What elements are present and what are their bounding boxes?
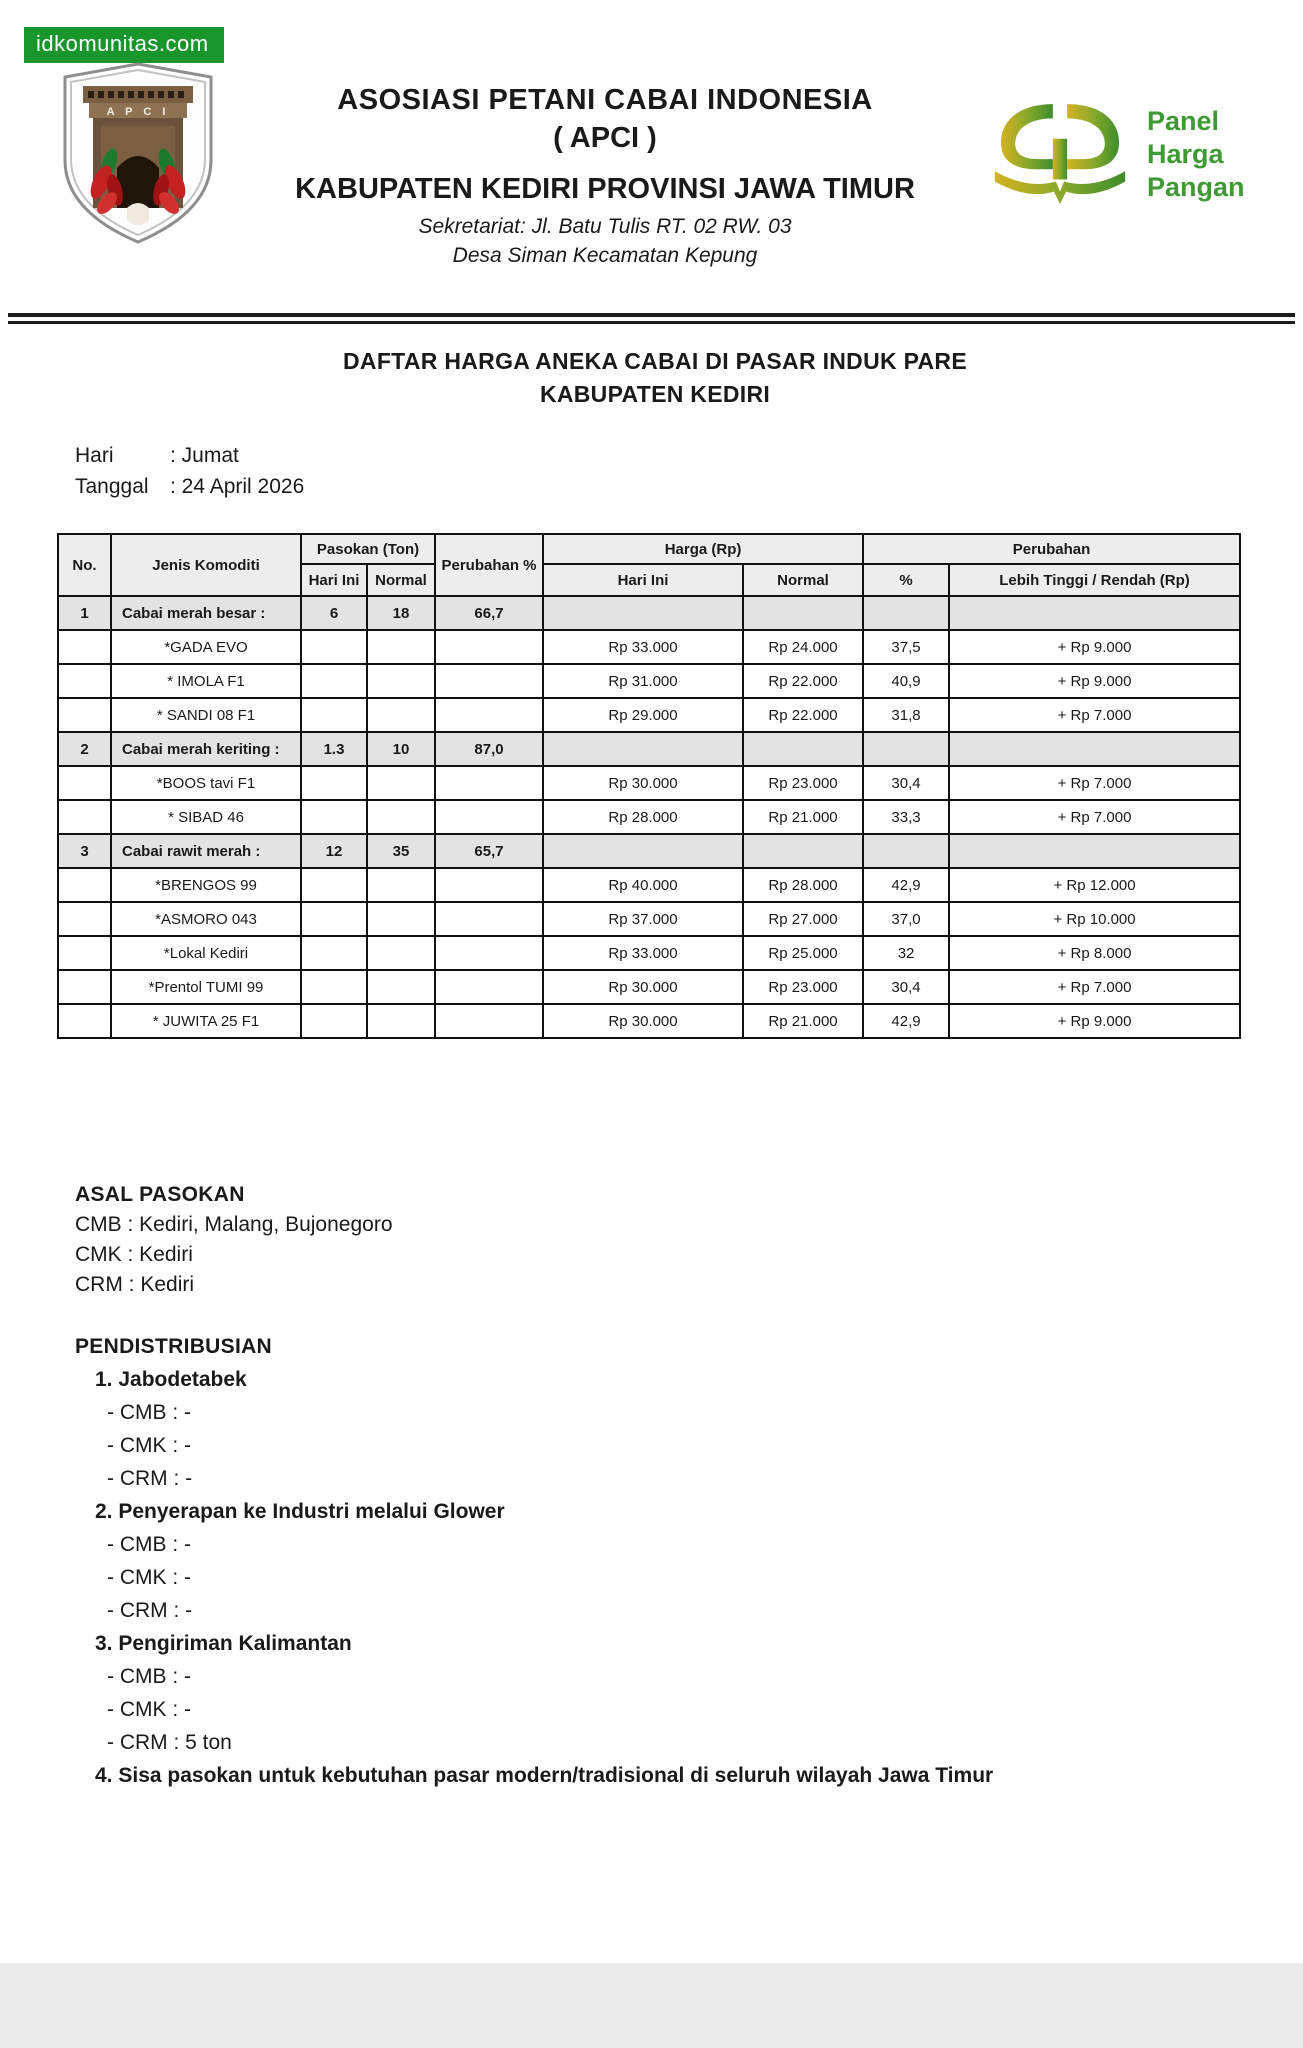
day-value: : Jumat (170, 444, 239, 467)
cell-pasokan-normal (367, 698, 435, 732)
cell-pct (863, 596, 949, 630)
cell-harga-normal: Rp 27.000 (743, 902, 863, 936)
cell-pasokan-normal (367, 1004, 435, 1038)
cell-harga-hari-ini (543, 732, 743, 766)
panel-harga-pangan-text (1147, 105, 1245, 204)
cell-harga-normal: Rp 22.000 (743, 698, 863, 732)
cell-perubahan-pct (435, 800, 543, 834)
cell-harga-normal: Rp 23.000 (743, 970, 863, 1004)
cell-komoditi: Cabai merah keriting : (111, 732, 301, 766)
cell-pasokan-hari-ini (301, 766, 367, 800)
cell-harga-hari-ini: Rp 30.000 (543, 766, 743, 800)
cell-pasokan-hari-ini (301, 902, 367, 936)
cell-komoditi: * SIBAD 46 (111, 800, 301, 834)
cell-harga-normal: Rp 25.000 (743, 936, 863, 970)
cell-selisih: + Rp 9.000 (949, 664, 1240, 698)
asal-pasokan-crm: CRM : Kediri (75, 1273, 195, 1296)
logo-text-line3: Pangan (1147, 171, 1245, 202)
cell-pasokan-hari-ini (301, 698, 367, 732)
cell-harga-hari-ini: Rp 31.000 (543, 664, 743, 698)
cell-selisih: + Rp 7.000 (949, 698, 1240, 732)
cell-perubahan-pct (435, 868, 543, 902)
scan-footer-band (0, 1963, 1303, 2048)
cell-pasokan-hari-ini: 6 (301, 596, 367, 630)
col-header-jenis-komoditi: Jenis Komoditi (111, 534, 301, 596)
cell-pasokan-normal (367, 868, 435, 902)
cell-komoditi: * IMOLA F1 (111, 664, 301, 698)
cell-pasokan-hari-ini (301, 868, 367, 902)
cell-pct: 37,0 (863, 902, 949, 936)
cell-pct (863, 732, 949, 766)
org-name-line1: ASOSIASI PETANI CABAI INDONESIA (337, 84, 873, 116)
logo-text-line1: Panel (1147, 105, 1220, 136)
cell-selisih: + Rp 10.000 (949, 902, 1240, 936)
cell-pasokan-hari-ini (301, 1004, 367, 1038)
cell-harga-normal: Rp 21.000 (743, 800, 863, 834)
cell-perubahan-pct (435, 970, 543, 1004)
document-title-line2: KABUPATEN KEDIRI (539, 381, 771, 407)
cell-pasokan-normal: 35 (367, 834, 435, 868)
cell-no (58, 766, 111, 800)
cell-pct: 33,3 (863, 800, 949, 834)
cell-perubahan-pct (435, 698, 543, 732)
cell-perubahan-pct (435, 936, 543, 970)
date-label: Tanggal (75, 475, 149, 498)
col-header-pasokan-normal: Normal (367, 564, 435, 596)
cell-pct: 42,9 (863, 868, 949, 902)
dist-sub-line: - CMB : - (107, 1665, 191, 1688)
cell-selisih (949, 596, 1240, 630)
cell-perubahan-pct (435, 902, 543, 936)
cell-komoditi: *BOOS tavi F1 (111, 766, 301, 800)
cell-pasokan-hari-ini (301, 630, 367, 664)
table-row (58, 732, 1240, 766)
cell-no (58, 698, 111, 732)
cell-harga-normal: Rp 24.000 (743, 630, 863, 664)
dist-item-title: 2. Penyerapan ke Industri melalui Glower (95, 1500, 505, 1523)
dist-sub-line: - CRM : - (107, 1599, 193, 1622)
date-value: : 24 April 2026 (170, 475, 305, 498)
cell-selisih: + Rp 9.000 (949, 1004, 1240, 1038)
cell-selisih: + Rp 12.000 (949, 868, 1240, 902)
table-row (58, 834, 1240, 868)
cell-harga-hari-ini (543, 834, 743, 868)
panel-harga-pangan-logo (985, 98, 1245, 210)
cell-selisih: + Rp 8.000 (949, 936, 1240, 970)
table-row (58, 936, 1240, 970)
secretariat-village: Desa Siman Kecamatan Kepung (452, 244, 758, 267)
cell-harga-hari-ini: Rp 30.000 (543, 1004, 743, 1038)
cell-perubahan-pct (435, 1004, 543, 1038)
cell-pct: 40,9 (863, 664, 949, 698)
cell-komoditi: *Lokal Kediri (111, 936, 301, 970)
col-header-harga-hari-ini: Hari Ini (543, 564, 743, 596)
shield-apci-label: A P C I (106, 106, 170, 118)
cell-pasokan-normal (367, 630, 435, 664)
cell-pasokan-hari-ini: 1.3 (301, 732, 367, 766)
org-region-line: KABUPATEN KEDIRI PROVINSI JAWA TIMUR (295, 173, 915, 205)
cell-no (58, 800, 111, 834)
cell-pasokan-hari-ini (301, 664, 367, 698)
dist-sub-line: - CMK : - (107, 1566, 191, 1589)
table-row (58, 902, 1240, 936)
cell-harga-normal (743, 732, 863, 766)
cell-harga-hari-ini: Rp 30.000 (543, 970, 743, 1004)
cell-harga-hari-ini: Rp 37.000 (543, 902, 743, 936)
cell-perubahan-pct: 87,0 (435, 732, 543, 766)
cell-pasokan-normal (367, 800, 435, 834)
cell-pasokan-normal (367, 970, 435, 1004)
col-header-pasokan: Pasokan (Ton) (301, 534, 435, 564)
col-header-perubahan-pct: Perubahan % (435, 534, 543, 596)
col-header-pasokan-hari-ini: Hari Ini (301, 564, 367, 596)
cell-pasokan-hari-ini: 12 (301, 834, 367, 868)
cell-komoditi: *Prentol TUMI 99 (111, 970, 301, 1004)
asal-pasokan-section (75, 1180, 393, 1300)
cell-pct: 42,9 (863, 1004, 949, 1038)
cell-no (58, 664, 111, 698)
cell-no: 3 (58, 834, 111, 868)
col-header-perubahan: Perubahan (863, 534, 1240, 564)
col-header-lebih-tinggi-rendah: Lebih Tinggi / Rendah (Rp) (949, 564, 1240, 596)
dist-item-title: 4. Sisa pasokan untuk kebutuhan pasar modern/tradisional di seluruh wilayah Jawa Timur (95, 1764, 994, 1787)
cell-pct: 31,8 (863, 698, 949, 732)
logo-text-line2: Harga (1147, 138, 1224, 169)
cell-pasokan-hari-ini (301, 970, 367, 1004)
cell-komoditi: * JUWITA 25 F1 (111, 1004, 301, 1038)
cell-pct: 37,5 (863, 630, 949, 664)
cell-harga-normal (743, 596, 863, 630)
cell-harga-hari-ini (543, 596, 743, 630)
pendistribusian-section (75, 1330, 993, 1792)
day-label: Hari (75, 444, 114, 467)
dist-sub-line: - CMB : - (107, 1401, 191, 1424)
table-row (58, 970, 1240, 1004)
document-meta (75, 440, 304, 502)
col-header-harga: Harga (Rp) (543, 534, 863, 564)
table-row (58, 800, 1240, 834)
cell-harga-normal: Rp 28.000 (743, 868, 863, 902)
cell-selisih: + Rp 7.000 (949, 970, 1240, 1004)
panel-harga-pangan-icon (985, 98, 1135, 210)
cell-harga-hari-ini: Rp 29.000 (543, 698, 743, 732)
asal-pasokan-cmk: CMK : Kediri (75, 1243, 193, 1266)
cell-no (58, 970, 111, 1004)
cell-komoditi: Cabai merah besar : (111, 596, 301, 630)
asal-pasokan-cmb: CMB : Kediri, Malang, Bujonegoro (75, 1213, 393, 1236)
price-table (57, 533, 1241, 1039)
col-header-harga-normal: Normal (743, 564, 863, 596)
dist-sub-line: - CRM : - (107, 1467, 193, 1490)
dist-sub-line: - CMK : - (107, 1698, 191, 1721)
cell-harga-hari-ini: Rp 40.000 (543, 868, 743, 902)
cell-pasokan-normal: 18 (367, 596, 435, 630)
header-divider (8, 313, 1295, 324)
cell-selisih: + Rp 9.000 (949, 630, 1240, 664)
watermark-badge: idkomunitas.com (24, 27, 224, 63)
cell-no: 1 (58, 596, 111, 630)
cell-komoditi: *BRENGOS 99 (111, 868, 301, 902)
cell-harga-normal: Rp 23.000 (743, 766, 863, 800)
cell-pct: 30,4 (863, 970, 949, 1004)
table-row (58, 596, 1240, 630)
cell-perubahan-pct (435, 766, 543, 800)
cell-no (58, 902, 111, 936)
secretariat-address: Sekretariat: Jl. Batu Tulis RT. 02 RW. 03 (418, 215, 792, 238)
asal-pasokan-heading: ASAL PASOKAN (75, 1183, 245, 1206)
cell-komoditi: *GADA EVO (111, 630, 301, 664)
cell-pct (863, 834, 949, 868)
dist-item-title: 1. Jabodetabek (95, 1368, 247, 1391)
cell-pasokan-normal (367, 664, 435, 698)
letterhead (180, 84, 1030, 268)
cell-pasokan-normal (367, 766, 435, 800)
cell-pasokan-hari-ini (301, 800, 367, 834)
cell-no (58, 936, 111, 970)
cell-selisih (949, 834, 1240, 868)
table-row (58, 766, 1240, 800)
cell-perubahan-pct: 65,7 (435, 834, 543, 868)
cell-no (58, 1004, 111, 1038)
cell-pasokan-normal: 10 (367, 732, 435, 766)
dist-sub-line: - CRM : 5 ton (107, 1731, 232, 1754)
cell-komoditi: *ASMORO 043 (111, 902, 301, 936)
cell-pct: 30,4 (863, 766, 949, 800)
cell-pasokan-normal (367, 936, 435, 970)
cell-perubahan-pct (435, 630, 543, 664)
table-row (58, 664, 1240, 698)
cell-harga-normal (743, 834, 863, 868)
cell-no: 2 (58, 732, 111, 766)
document-title-line1: DAFTAR HARGA ANEKA CABAI DI PASAR INDUK PARE (343, 348, 967, 374)
cell-harga-hari-ini: Rp 33.000 (543, 936, 743, 970)
org-name-line2: ( APCI ) (553, 122, 657, 154)
dist-sub-line: - CMK : - (107, 1434, 191, 1457)
cell-selisih (949, 732, 1240, 766)
document-title (60, 345, 1250, 411)
cell-komoditi: Cabai rawit merah : (111, 834, 301, 868)
table-row (58, 868, 1240, 902)
cell-selisih: + Rp 7.000 (949, 800, 1240, 834)
pendistribusian-heading: PENDISTRIBUSIAN (75, 1335, 273, 1358)
col-header-no: No. (58, 534, 111, 596)
cell-pasokan-hari-ini (301, 936, 367, 970)
cell-no (58, 868, 111, 902)
cell-komoditi: * SANDI 08 F1 (111, 698, 301, 732)
cell-harga-hari-ini: Rp 33.000 (543, 630, 743, 664)
cell-harga-normal: Rp 22.000 (743, 664, 863, 698)
cell-perubahan-pct: 66,7 (435, 596, 543, 630)
cell-pct: 32 (863, 936, 949, 970)
col-header-pct: % (863, 564, 949, 596)
cell-no (58, 630, 111, 664)
table-row (58, 1004, 1240, 1038)
dist-sub-line: - CMB : - (107, 1533, 191, 1556)
cell-pasokan-normal (367, 902, 435, 936)
cell-perubahan-pct (435, 664, 543, 698)
cell-harga-hari-ini: Rp 28.000 (543, 800, 743, 834)
cell-harga-normal: Rp 21.000 (743, 1004, 863, 1038)
table-row (58, 630, 1240, 664)
cell-selisih: + Rp 7.000 (949, 766, 1240, 800)
table-row (58, 698, 1240, 732)
dist-item-title: 3. Pengiriman Kalimantan (95, 1632, 352, 1655)
